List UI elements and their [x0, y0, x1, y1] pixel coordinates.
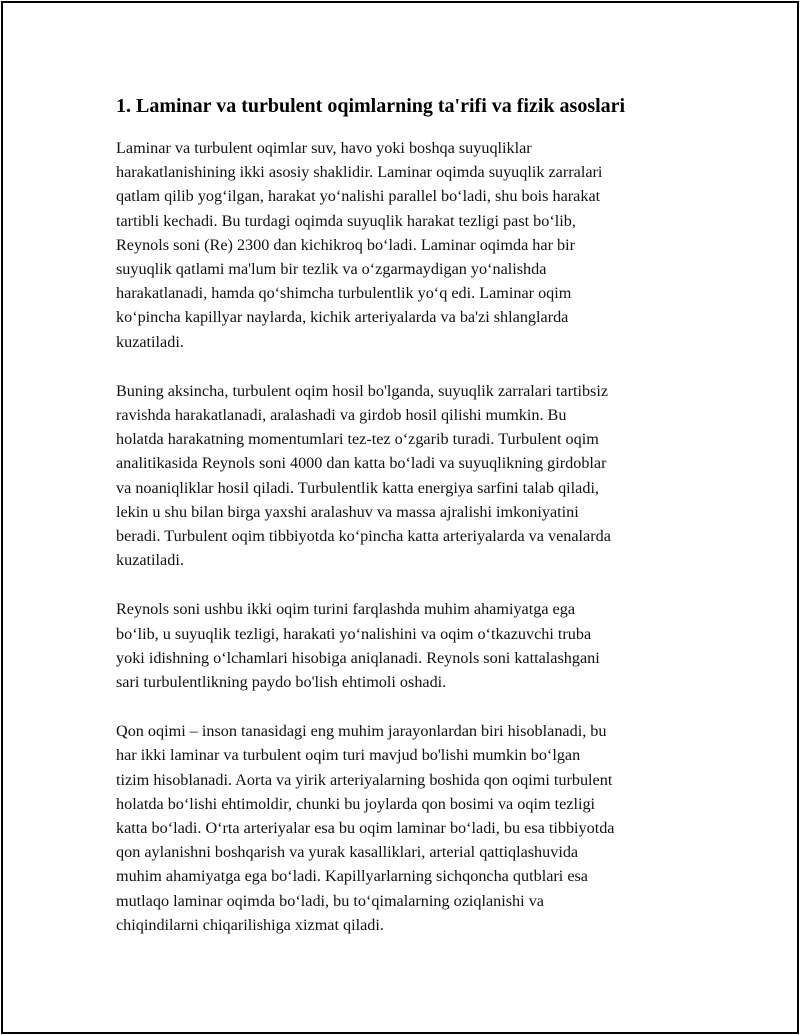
text-line: harakatlanishining ikki asosiy shaklidir. Laminar oqimda suyuqlik zarralari — [116, 163, 603, 182]
paragraph-4 — [116, 719, 686, 937]
text-line: qon aylanishni boshqarish va yurak kasalliklari, arterial qattiqlashuvida — [116, 843, 579, 862]
text-line: va noaniqliklar hosil qiladi. Turbulentlik katta energiya sarfini talab qiladi, — [116, 478, 599, 497]
text-line: harakatlanadi, hamda qo‘shimcha turbulentlik yo‘q edi. Laminar oqim — [116, 284, 572, 303]
text-line: ravishda harakatlanadi, aralashadi va girdob hosil qilishi mumkin. Bu — [116, 406, 567, 425]
text-line: ko‘pincha kapillyar naylarda, kichik arteriyalarda va ba'zi shlanglarda — [116, 308, 569, 327]
text-line: Reynols soni (Re) 2300 dan kichikroq bo‘ladi. Laminar oqimda har bir — [116, 235, 575, 254]
text-line: bo‘lib, u suyuqlik tezligi, harakati yo‘nalishini va oqim o‘tkazuvchi truba — [116, 624, 592, 643]
text-line: lekin u shu bilan birga yaxshi aralashuv va massa ajralishi imkoniyatini — [116, 502, 579, 521]
text-line: suyuqlik qatlami ma'lum bir tezlik va o‘zgarmaydigan yo‘nalishda — [116, 260, 547, 279]
text-line: analitikasida Reynols soni 4000 dan katta bo‘ladi va suyuqlikning girdoblar — [116, 454, 607, 473]
text-line: kuzatiladi. — [116, 332, 184, 351]
text-line: mutlaqo laminar oqimda bo‘ladi, bu to‘qimalarning oziqlanishi va — [116, 891, 544, 910]
paragraph-3 — [116, 597, 686, 694]
text-line: Laminar va turbulent oqimlar suv, havo yoki boshqa suyuqliklar — [116, 139, 532, 157]
text-line: yoki idishning o‘lchamlari hisobiga aniqlanadi. Reynols soni kattalashgani — [116, 648, 600, 667]
text-line: Buning aksincha, turbulent oqim hosil bo'lganda, suyuqlik zarralari tartibsiz — [116, 381, 609, 400]
text-line: har ikki laminar va turbulent oqim turi mavjud bo'lishi mumkin bo‘lgan — [116, 746, 581, 765]
paragraph-1 — [116, 136, 686, 354]
text-line: tartibli kechadi. Bu turdagi oqimda suyuqlik harakat tezligi past bo‘lib, — [116, 211, 576, 230]
text-line: Qon oqimi – inson tanasidagi eng muhim jarayonlardan biri hisoblanadi, bu — [116, 722, 607, 741]
text-line: holatda harakatning momentumlari tez-tez o‘zgarib turadi. Turbulent oqim — [116, 430, 599, 449]
text-line: muhim ahamiyatga ega bo‘ladi. Kapillyarlarning sichqoncha qutblari esa — [116, 867, 588, 886]
text-line: holatda bo‘lishi ehtimoldir, chunki bu joylarda qon bosimi va oqim tezligi — [116, 794, 596, 813]
document-body — [116, 92, 686, 962]
document-title: 1. Laminar va turbulent oqimlarning ta'rifi va fizik asoslari — [116, 95, 626, 117]
text-line: qatlam qilib yog‘ilgan, harakat yo‘nalishi parallel bo‘ladi, shu bois harakat — [116, 187, 601, 206]
text-line: tizim hisoblanadi. Aorta va yirik arteriyalarning boshida qon oqimi turbulent — [116, 770, 613, 789]
text-line: katta bo‘ladi. O‘rta arteriyalar esa bu oqim laminar bo‘ladi, bu esa tibbiyotda — [116, 819, 615, 838]
text-line: kuzatiladi. — [116, 551, 184, 570]
text-line: beradi. Turbulent oqim tibbiyotda ko‘pincha katta arteriyalarda va venalarda — [116, 527, 611, 546]
paragraph-2 — [116, 379, 686, 573]
text-line: chiqindilarni chiqarilishiga xizmat qiladi. — [116, 915, 384, 934]
text-line: sari turbulentlikning paydo bo'lish ehtimoli oshadi. — [116, 673, 447, 692]
text-line: Reynols soni ushbu ikki oqim turini farqlashda muhim ahamiyatga ega — [116, 600, 576, 619]
